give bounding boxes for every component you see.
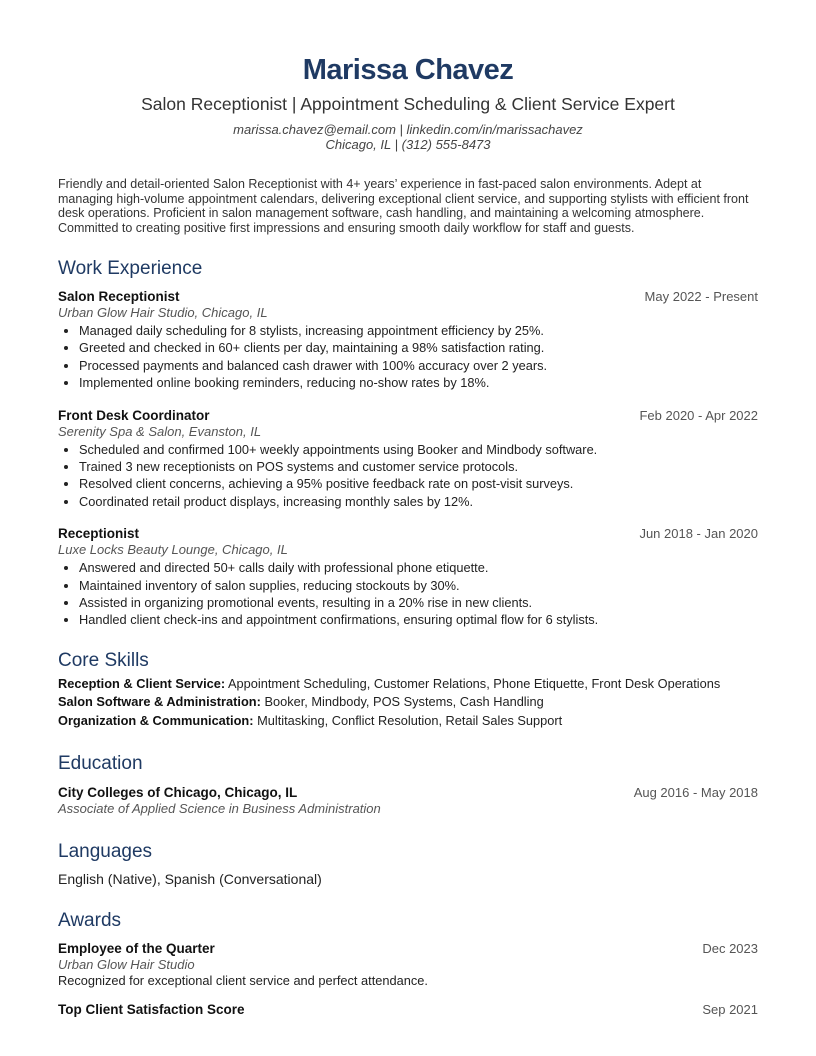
- job-company: Luxe Locks Beauty Lounge, Chicago, IL: [58, 542, 288, 558]
- contact-line-1: marissa.chavez@email.com | linkedin.com/in/marissachavez: [233, 122, 583, 137]
- work-experience-section: [58, 257, 758, 629]
- job-bullet: • Maintained inventory of salon supplies, reducing stockouts by 30%.: [79, 577, 758, 594]
- job-bullet: • Coordinated retail product displays, increasing monthly sales by 12%.: [79, 493, 758, 510]
- awards-section: [58, 909, 758, 1017]
- job-bullet: • Handled client check-ins and appointment confirmations, ensuring optimal flow for 6 stylists.: [79, 611, 758, 628]
- job-bullets: [58, 441, 758, 511]
- section-title-awards: Awards: [58, 910, 122, 932]
- job-title: Front Desk Coordinator: [58, 407, 210, 423]
- award-description: Recognized for exceptional client service and perfect attendance.: [58, 973, 428, 989]
- job-bullet: • Processed payments and balanced cash drawer with 100% accuracy over 2 years.: [79, 357, 758, 374]
- job-bullet: • Implemented online booking reminders, reducing no-show rates by 18%.: [79, 374, 758, 391]
- skill-row: [58, 675, 758, 694]
- skill-label: Salon Software & Administration:: [58, 694, 261, 710]
- tagline: Salon Receptionist | Appointment Scheduling & Client Service Expert: [141, 94, 675, 114]
- award-entry: [58, 941, 758, 989]
- award-title: Top Client Satisfaction Score: [58, 1002, 245, 1018]
- job-bullet: • Trained 3 new receptionists on POS systems and customer service protocols.: [79, 458, 758, 475]
- section-title-education: Education: [58, 753, 143, 775]
- award-date: Sep 2021: [702, 1002, 758, 1018]
- section-title-languages: Languages: [58, 841, 153, 863]
- skill-value: Booker, Mindbody, POS Systems, Cash Handling: [264, 694, 544, 710]
- award-date: Dec 2023: [702, 941, 758, 957]
- skill-value: Multitasking, Conflict Resolution, Retail Sales Support: [257, 712, 563, 728]
- degree: Associate of Applied Science in Business Administration: [58, 801, 381, 817]
- job-bullets: [58, 322, 758, 392]
- job-bullet: • Assisted in organizing promotional events, resulting in a 20% rise in new clients.: [79, 594, 758, 611]
- job-entry: [58, 289, 758, 392]
- skill-row: [58, 712, 758, 731]
- job-entry: [58, 408, 758, 511]
- job-bullet: • Answered and directed 50+ calls daily with professional phone etiquette.: [79, 559, 758, 576]
- job-entry: [58, 526, 758, 629]
- section-title-experience: Work Experience: [58, 258, 203, 279]
- job-bullet: • Greeted and checked in 60+ clients per day, maintaining a 98% satisfaction rating.: [79, 339, 758, 356]
- contact-line-2: Chicago, IL | (312) 555-8473: [325, 137, 491, 152]
- skill-row: [58, 693, 758, 712]
- job-bullet: • Managed daily scheduling for 8 stylists, increasing appointment efficiency by 25%.: [79, 322, 758, 339]
- job-title: Receptionist: [58, 526, 140, 542]
- candidate-name: Marissa Chavez: [302, 54, 514, 86]
- award-entry: [58, 1002, 758, 1017]
- job-bullet: • Resolved client concerns, achieving a 95% positive feedback rate on post-visit surveys.: [79, 475, 758, 492]
- job-bullets: [58, 559, 758, 629]
- job-company: Urban Glow Hair Studio, Chicago, IL: [58, 305, 268, 320]
- job-title: Salon Receptionist: [58, 289, 180, 304]
- skill-value: Appointment Scheduling, Customer Relations, Phone Etiquette, Front Desk Operations: [227, 675, 721, 691]
- contact-info: [58, 122, 758, 152]
- skill-label: Reception & Client Service:: [58, 675, 226, 691]
- skill-label: Organization & Communication:: [58, 712, 254, 728]
- section-title-skills: Core Skills: [58, 649, 149, 671]
- award-org: Urban Glow Hair Studio: [58, 957, 195, 973]
- job-date: Jun 2018 - Jan 2020: [639, 526, 758, 542]
- education-section: [58, 752, 758, 817]
- job-company: Serenity Spa & Salon, Evanston, IL: [58, 423, 262, 439]
- school-name: City Colleges of Chicago, Chicago, IL: [58, 785, 298, 801]
- education-date: Aug 2016 - May 2018: [633, 785, 758, 801]
- job-bullet: • Scheduled and confirmed 100+ weekly appointments using Booker and Mindbody software.: [79, 441, 758, 458]
- job-date: Feb 2020 - Apr 2022: [639, 407, 758, 423]
- languages-section: [58, 840, 758, 887]
- job-date: May 2022 - Present: [644, 289, 758, 304]
- skills-section: [58, 649, 758, 731]
- award-title: Employee of the Quarter: [58, 941, 215, 957]
- summary: Friendly and detail-oriented Salon Receptionist with 4+ years’ experience in fast-paced salon environments. Adept at managing high-volume appointment calendars, delivering exceptional client service, and supporting stylists with efficient front desk operations. Proficient in salon management software, cash handling, and maintaining a welcoming atmosphere. Committed to creating positive first impressions and ensuring smooth daily workflow for staff and guests.: [58, 177, 749, 235]
- languages-text: English (Native), Spanish (Conversational): [58, 871, 322, 888]
